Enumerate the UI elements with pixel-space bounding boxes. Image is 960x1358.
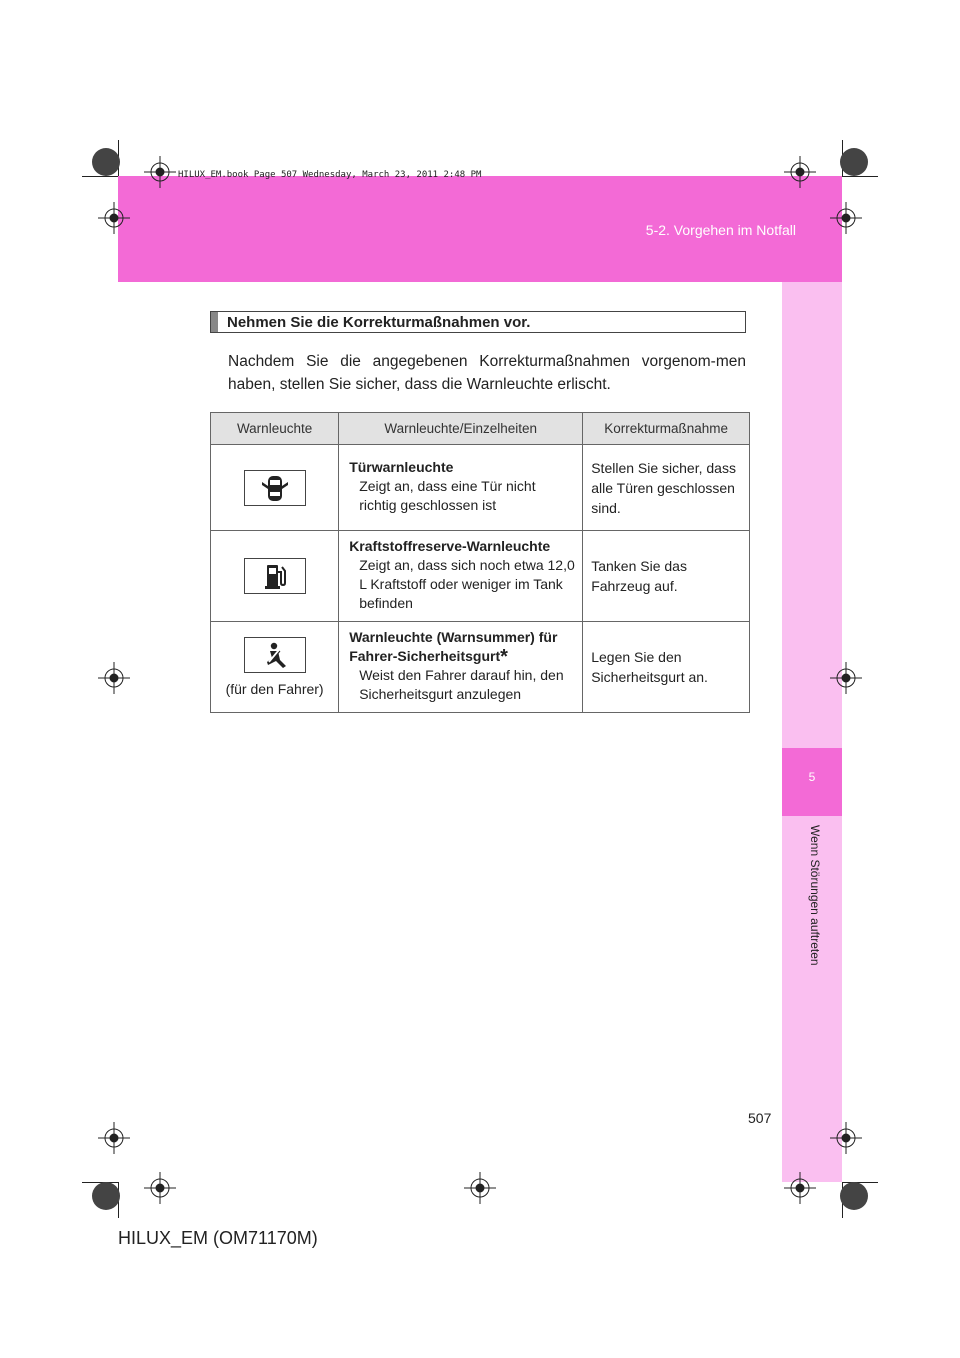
col-header-korrektur: Korrekturmaßnahme	[583, 413, 750, 445]
warning-detail: Zeigt an, dass eine Tür nicht richtig geschlossen ist	[359, 478, 536, 513]
registration-target	[144, 1172, 176, 1204]
registration-target	[144, 156, 176, 188]
registration-target	[98, 1122, 130, 1154]
col-header-warnleuchte: Warnleuchte	[211, 413, 339, 445]
registration-target	[98, 662, 130, 694]
registration-target	[464, 1172, 496, 1204]
warning-detail: Weist den Fahrer darauf hin, den Sicherheitsgurt anzulegen	[359, 667, 564, 702]
warning-name: Türwarnleuchte	[349, 459, 454, 475]
heading-text: Nehmen Sie die Korrekturmaßnahmen vor.	[227, 314, 531, 331]
page-number: 507	[748, 1110, 772, 1126]
chapter-title: Wenn Störungen auftreten	[808, 825, 822, 966]
warning-name: Kraftstoffreserve-Warnleuchte	[349, 538, 551, 554]
footnote-star: *	[500, 646, 508, 668]
color-wheel-mark	[92, 1182, 120, 1210]
warning-name-text: Warnleuchte (Warnsummer) für Fahrer-Sicherheitsgurt	[349, 629, 558, 664]
book-info: HILUX_EM.book Page 507 Wednesday, March 23, 2011 2:48 PM	[178, 170, 482, 180]
color-wheel-mark	[840, 1182, 868, 1210]
driver-note: (für den Fahrer)	[225, 681, 324, 697]
registration-target	[98, 202, 130, 234]
section-title: 5-2. Vorgehen im Notfall	[645, 222, 796, 238]
color-wheel-mark	[840, 148, 868, 176]
color-wheel-mark	[92, 148, 120, 176]
warning-detail: Zeigt an, dass sich noch etwa 12,0 L Kraftstoff oder weniger im Tank befinden	[359, 557, 575, 611]
document-code: HILUX_EM (OM71170M)	[118, 1228, 318, 1248]
registration-target	[830, 202, 862, 234]
corrective-action: Stellen Sie sicher, dass alle Türen geschlossen sind.	[591, 459, 736, 516]
corrective-action: Tanken Sie das Fahrzeug auf.	[591, 558, 687, 594]
registration-target	[830, 1122, 862, 1154]
col-header-details: Warnleuchte/Einzelheiten	[339, 413, 583, 445]
registration-target	[784, 1172, 816, 1204]
chapter-number: 5	[808, 770, 816, 784]
corrective-action: Legen Sie den Sicherheitsgurt an.	[591, 649, 708, 685]
registration-target	[784, 156, 816, 188]
registration-target	[830, 662, 862, 694]
intro-paragraph: Nachdem Sie die angegebenen Korrekturmaßnahmen vorgenom-men haben, stellen Sie sicher, dass die Warnleuchte erlischt.	[228, 353, 746, 393]
